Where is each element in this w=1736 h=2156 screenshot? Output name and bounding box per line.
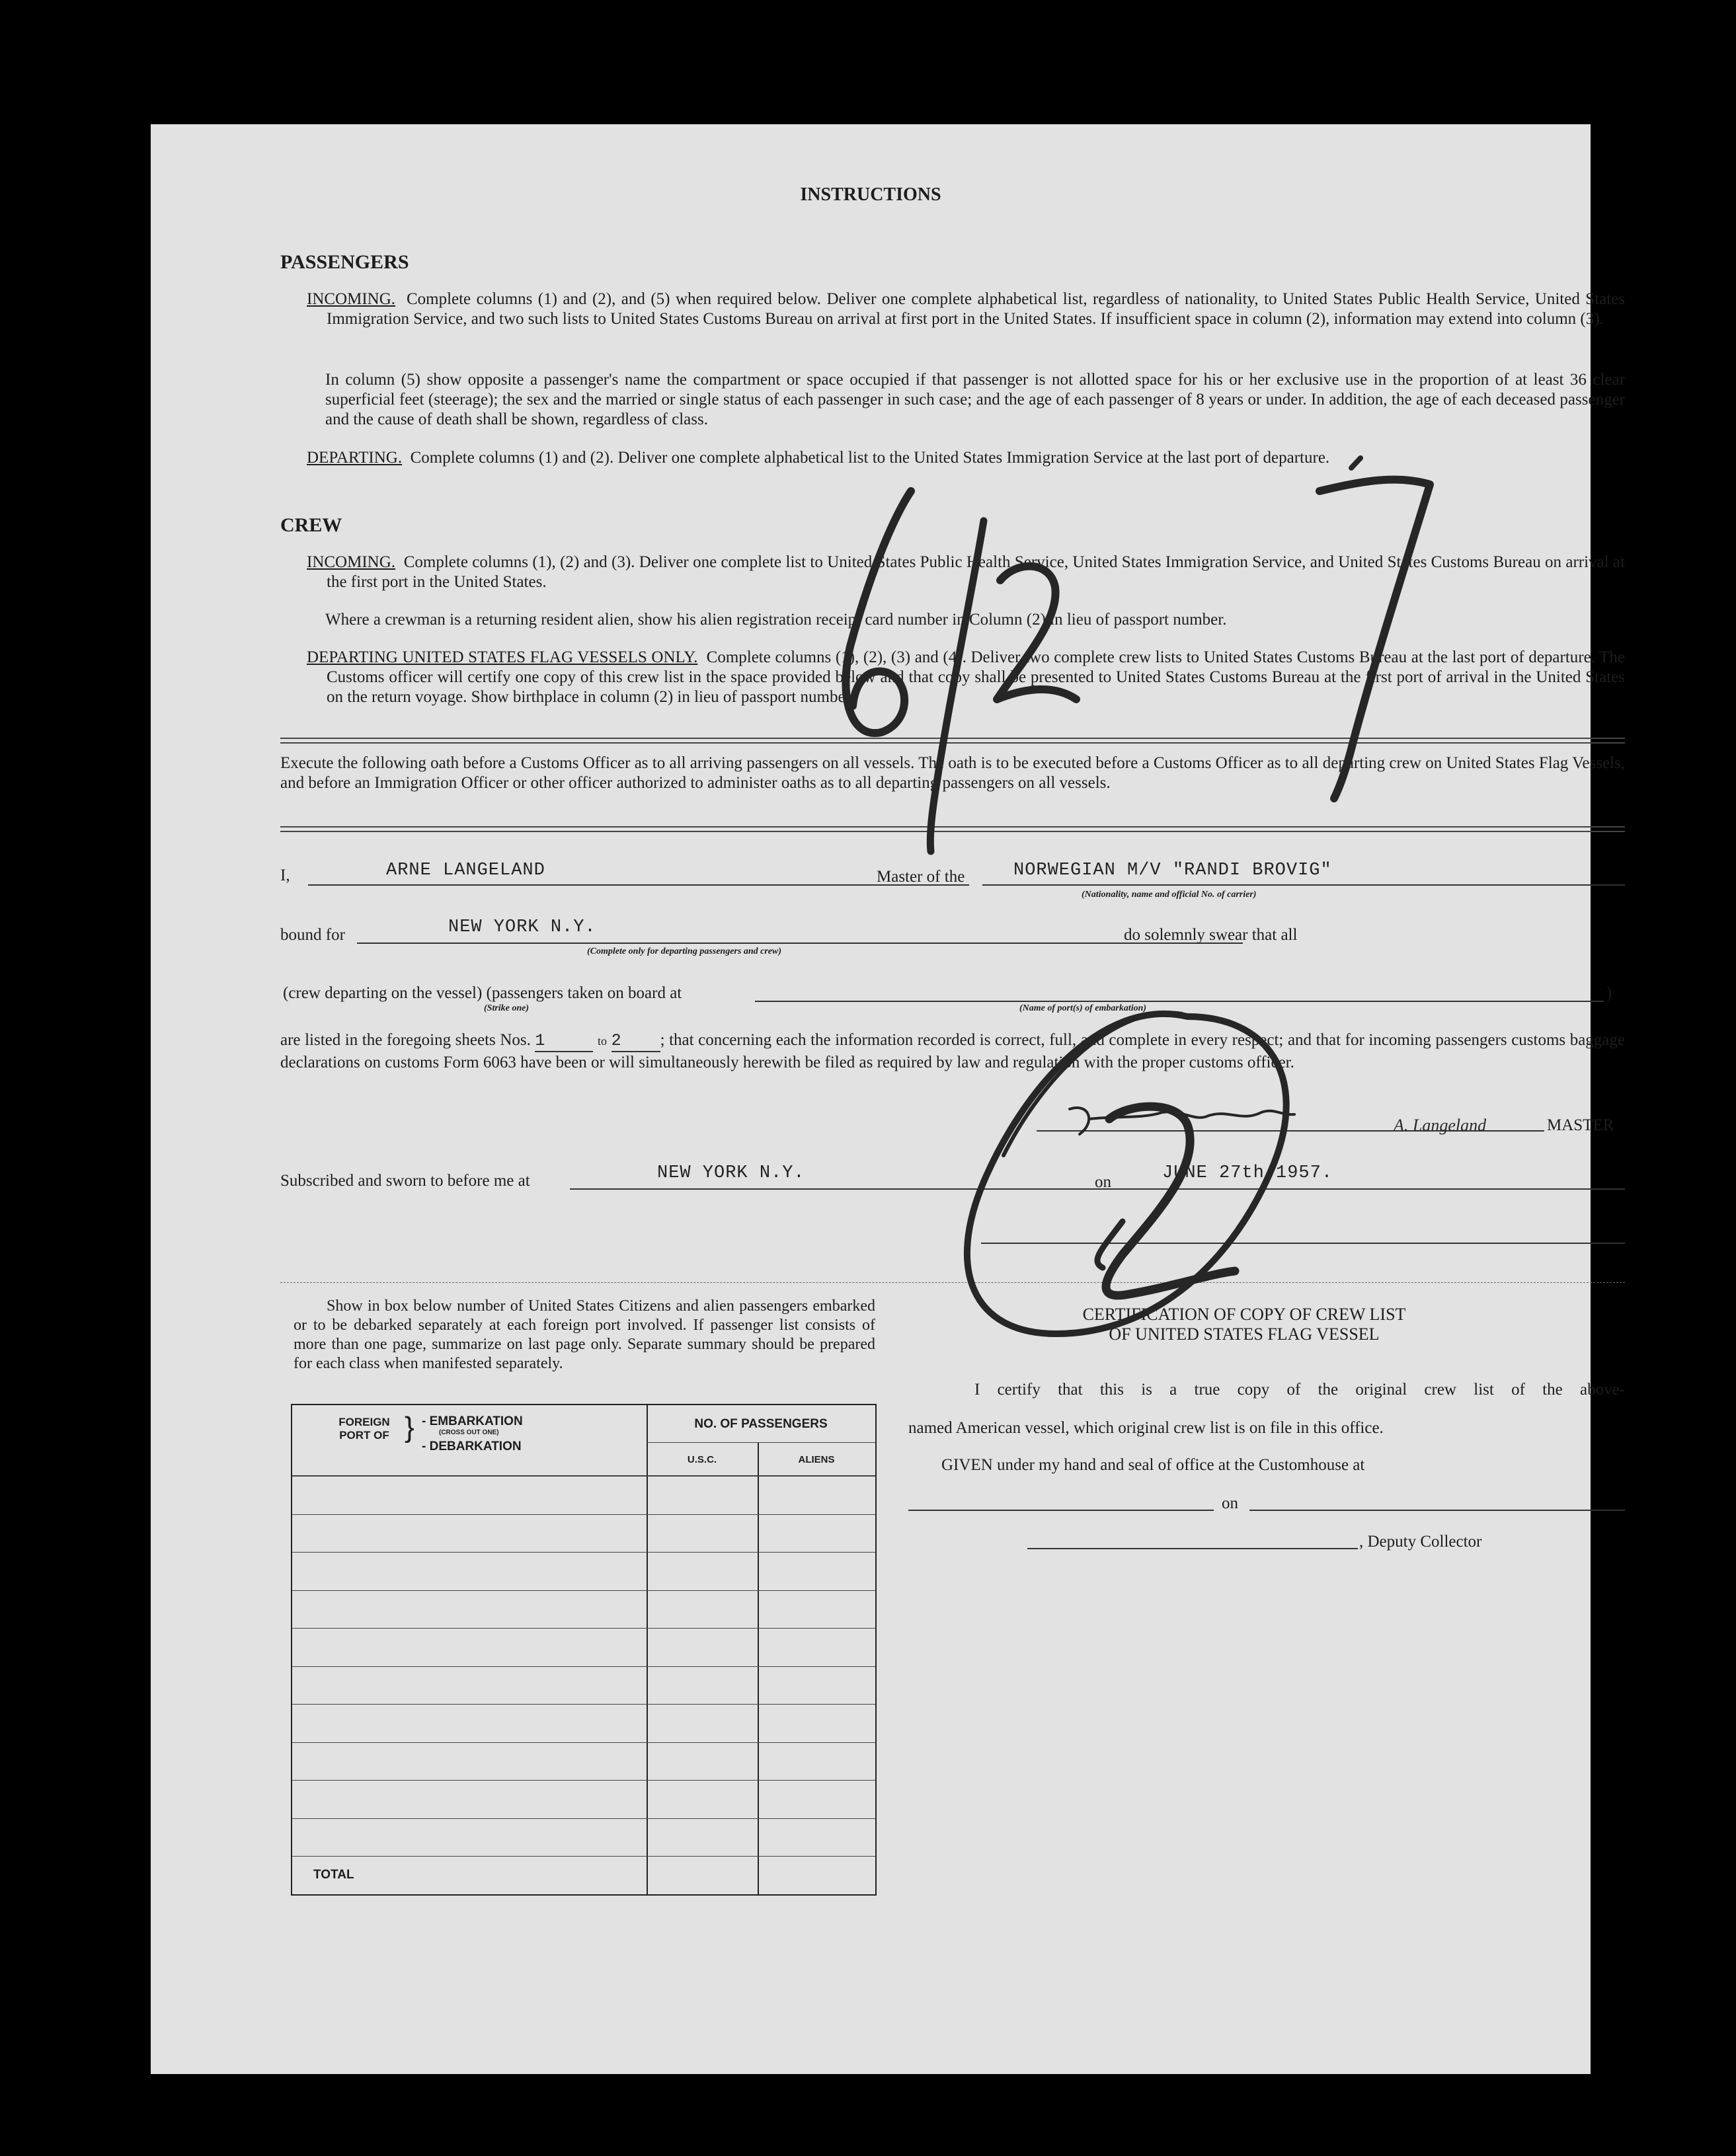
passenger-summary-table — [291, 1404, 877, 1896]
section-divider-2 — [280, 826, 1625, 832]
master-of-label: Master of the — [877, 868, 965, 886]
embarkation-label: - EMBARKATION — [422, 1414, 523, 1428]
officer-signature-line[interactable] — [981, 1243, 1625, 1244]
sheet-from-value: 1 — [535, 1031, 546, 1050]
listed-prefix: are listed in the foregoing sheets Nos. — [280, 1031, 531, 1049]
bound-for-label: bound for — [280, 926, 345, 944]
deputy-signature-line[interactable] — [1027, 1548, 1358, 1549]
sworn-date-line[interactable] — [1117, 1188, 1625, 1190]
passengers-incoming-text: Complete columns (1) and (2), and (5) when required below. Deliver one complete alphabetical list, regardless of nationality, to United States Public Health Service, United States Immigration Service, and two such lists to United States Customs Bureau on arrival at first port in the United States. If insufficient space in column (2), information may extend into column (3). — [327, 290, 1626, 328]
port-caption: (Name of port(s) of embarkation) — [1019, 1003, 1147, 1013]
debarkation-label: - DEBARKATION — [422, 1440, 522, 1453]
sworn-on-label: on — [1095, 1173, 1111, 1191]
certify-line1: I certify that this is a true copy of the original crew list of the above- — [974, 1381, 1625, 1399]
master-label: MASTER — [1547, 1116, 1614, 1134]
page-title: INSTRUCTIONS — [800, 184, 941, 205]
lower-divider — [280, 1282, 1625, 1283]
certification-on-label: on — [1222, 1494, 1238, 1512]
vessel-value: NORWEGIAN M/V "RANDI BROVIG" — [1013, 861, 1332, 880]
given-text: GIVEN under my hand and seal of office at the Customhouse at — [941, 1456, 1365, 1474]
customhouse-line[interactable] — [908, 1510, 1214, 1511]
master-name-value: ARNE LANGELAND — [386, 861, 545, 880]
column5-paragraph: In column (5) show opposite a passenger's name the compartment or space occupied if that passenger is not allotted space for his or her exclusive use in the proportion of at least 36 clear superficial feet (steerage); the sex and the married or single status of each passenger in such case; and the age of each passenger of 8 years or under. In addition, the age of each deceased passenger and the cause of death shall be shown, regardless of class. — [325, 371, 1625, 428]
listed-text: ; that concerning each the information recorded is correct, full, and complete in every respect; and that for incoming passengers customs baggage declarations on customs Form 6063 have been or will simultaneously herewith be filed as required by law and regulation with the proper customs officer. — [280, 1031, 1626, 1071]
certification-title — [980, 1305, 1509, 1344]
no-passengers-label: NO. OF PASSENGERS — [694, 1417, 828, 1431]
strike-one-caption: (Strike one) — [484, 1003, 530, 1013]
crew-departing-label: (crew departing on the vessel) (passengers taken on board at — [283, 984, 682, 1002]
sworn-place-value: NEW YORK N.Y. — [657, 1163, 805, 1183]
certification-title-line1: CERTIFICATION OF COPY OF CREW LIST — [1082, 1305, 1406, 1324]
subscribed-label: Subscribed and sworn to before me at — [280, 1172, 530, 1190]
swear-label: do solemnly swear that all — [1124, 926, 1298, 944]
usc-label: U.S.C. — [687, 1454, 717, 1465]
bound-for-value: NEW YORK N.Y. — [448, 917, 596, 937]
passengers-incoming-paragraph — [307, 289, 1624, 329]
summary-instructions: Show in box below number of United States Citizens and alien passengers embarked or to be debarked separately at each foreign port involved. If passenger list consists of more than one page, summarize on last page only. Separate summary should be prepared for each class when manifested separately. — [294, 1297, 875, 1372]
foreign-port-label: FOREIGN PORT OF — [338, 1416, 390, 1442]
port-embarkation-line[interactable] — [755, 1001, 1604, 1002]
certify-line2: named American vessel, which original crew list is on file in this office. — [908, 1419, 1384, 1437]
crew-departing-text: Complete columns (1), (2), (3) and (4). Deliver two complete crew lists to United States Customs Bureau at the last port of departure. The Customs officer will certify one copy of this crew list in the space provided below and that copy shall be presented to United States Customs Bureau at the first port of arrival in the United States on the return voyage. Show birthplace in column (2) in lieu of passport number. — [327, 648, 1625, 706]
crew-incoming-label: INCOMING. — [307, 553, 396, 571]
passengers-departing-text: Complete columns (1) and (2). Deliver one complete alphabetical list to the United States Immigration Service at the last port of departure. — [410, 449, 1330, 467]
crew-departing-paragraph — [307, 648, 1625, 707]
sworn-place-line[interactable] — [570, 1188, 1178, 1190]
section-divider — [280, 738, 1625, 744]
passengers-departing-label: DEPARTING. — [307, 449, 403, 467]
crew-departing-label: DEPARTING UNITED STATES FLAG VESSELS ONLY. — [307, 648, 698, 666]
passengers-incoming-label: INCOMING. — [307, 290, 396, 308]
crew-incoming-text: Complete columns (1), (2) and (3). Deliver one complete list to United States Public Health Service, United States Immigration Service, and United States Customs Bureau on arrival at the first port in the United States. — [327, 553, 1626, 591]
close-paren: ) — [1606, 984, 1612, 1002]
sheet-to-label: to — [597, 1034, 607, 1048]
master-signature: A. Langeland — [1394, 1116, 1487, 1135]
form-sheet — [151, 124, 1626, 2074]
oath-instructions: Execute the following oath before a Customs Officer as to all arriving passengers on all vessels. The oath is to be executed before a Customs Officer as to all departing crew on United States Flag Vessels, and before an Immigration Officer or other officer authorized to administer oaths as to all departing passengers on all vessels. — [280, 754, 1625, 792]
bound-for-line[interactable] — [357, 943, 1243, 944]
crew-heading: CREW — [280, 514, 342, 536]
sheet-to-value: 2 — [611, 1031, 622, 1050]
passengers-heading: PASSENGERS — [280, 251, 409, 273]
brace-icon: } — [405, 1411, 414, 1444]
crew-resident-paragraph: Where a crewman is a returning resident alien, show his alien registration receipt card number in Column (2) in lieu of passport number. — [325, 611, 1227, 629]
total-label: TOTAL — [313, 1868, 354, 1882]
listed-paragraph — [280, 1030, 1625, 1073]
bound-caption: (Complete only for departing passengers and crew) — [587, 946, 781, 956]
vessel-caption: (Nationality, name and official No. of carrier) — [1082, 890, 1257, 900]
sworn-date-value: JUNE 27th 1957. — [1162, 1163, 1333, 1183]
master-name-line[interactable] — [308, 884, 969, 886]
passengers-departing-paragraph — [307, 448, 1625, 468]
handwritten-seven-mark — [1320, 480, 1430, 798]
crew-incoming-paragraph — [307, 553, 1625, 592]
certification-title-line2: OF UNITED STATES FLAG VESSEL — [1109, 1325, 1380, 1344]
oath-i-label: I, — [280, 866, 290, 884]
certification-date-line[interactable] — [1249, 1510, 1625, 1511]
vessel-line[interactable] — [982, 884, 1625, 886]
cross-out-label: (CROSS OUT ONE) — [439, 1429, 499, 1436]
deputy-collector-label: , Deputy Collector — [1359, 1533, 1482, 1551]
aliens-label: ALIENS — [798, 1454, 835, 1465]
